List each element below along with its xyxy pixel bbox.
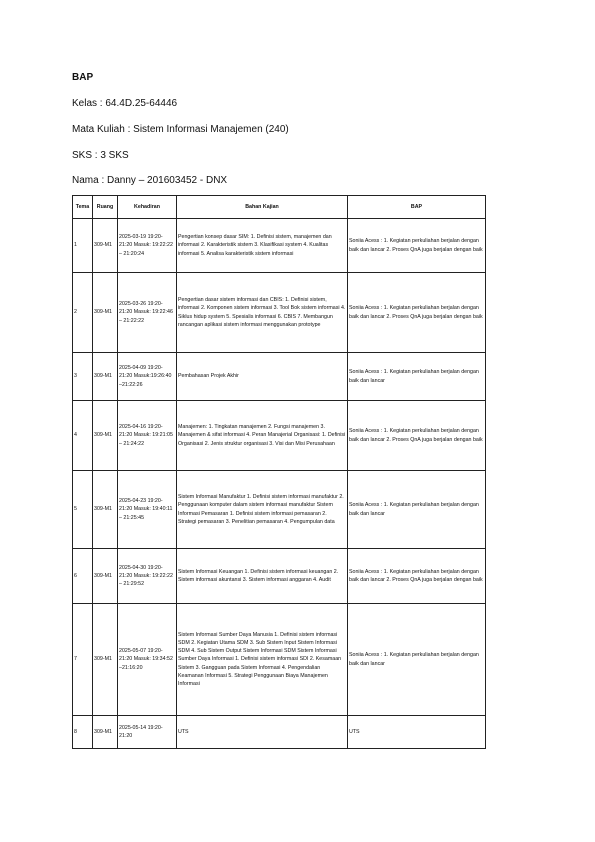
cell-no: 8	[73, 716, 93, 749]
cell-no: 2	[73, 273, 93, 353]
cell-no: 1	[73, 219, 93, 273]
cell-bap: Soniia Acess : 1. Kegiatan perkuliahan berjalan dengan baik dan lancar	[348, 604, 486, 716]
mata-kuliah-line: Mata Kuliah : Sistem Informasi Manajemen (240)	[72, 124, 289, 135]
cell-kehadiran: 2025-04-23 19:20-21:20 Masuk: 19:40:11 – 21:25:45	[118, 471, 177, 549]
cell-bahan-kajian: Sistem Informasi Manufaktur 1. Definisi sistem informasi manufaktur 2. Penggunaan komputer dalam sistem informasi manufaktur Sistem Informasi Pemasaran 1. Definisi sistem informasi pemasaran 2. Strategi pemasaran 3. Penelitian pemasaran 4. Pengumpulan data	[177, 471, 348, 549]
table-row	[73, 604, 486, 716]
table-row	[73, 219, 486, 273]
cell-no: 7	[73, 604, 93, 716]
cell-bahan-kajian: Pengertian konsep dasar SIM: 1. Definisi sistem, manajemen dan informasi 2. Karakteristik sistem 3. Klasifikasi system 4. Kualitas informasi 5. Analisa karakteristik sistem informasi	[177, 219, 348, 273]
cell-ruang: 309-M1	[93, 716, 118, 749]
cell-bap: Soniia Acess : 1. Kegiatan perkuliahan berjalan dengan baik dan lancar 2. Proses QnA juga berjalan dengan baik	[348, 549, 486, 604]
sks-line: SKS : 3 SKS	[72, 150, 129, 161]
cell-kehadiran: 2025-03-26 19:20-21:20 Masuk: 19:22:46 – 21:22:22	[118, 273, 177, 353]
cell-bahan-kajian: Sistem Informasi Keuangan 1. Definisi sistem informasi keuangan 2. Sistem informasi akuntansi 3. Sistem informasi anggaran 4. Audit	[177, 549, 348, 604]
cell-kehadiran: 2025-05-14 19:20-21:20	[118, 716, 177, 749]
cell-bap: Soniia Acess : 1. Kegiatan perkuliahan berjalan dengan baik dan lancar	[348, 471, 486, 549]
cell-bahan-kajian: Pembahasan Projek Akhir	[177, 353, 348, 401]
cell-bahan-kajian: Pengertian dasar sistem informasi dan CBIS: 1. Definisi sistem, informasi 2. Komponen sistem informasi 3. Tool Bok sistem informasi 4. Siklus hidup system 5. Spesialis informasi 6. CBIS 7. Membangun rancangan aplikasi sistem informasi menggunakan prototype	[177, 273, 348, 353]
table-row	[73, 471, 486, 549]
bap-table	[72, 195, 486, 749]
table-row	[73, 353, 486, 401]
table-row	[73, 273, 486, 353]
cell-bap: Soniia Acess : 1. Kegiatan perkuliahan berjalan dengan baik dan lancar 2. Proses QnA juga berjalan dengan baik	[348, 401, 486, 471]
cell-kehadiran: 2025-03-19 19:20-21:20 Masuk: 19:22:22 – 21:20:24	[118, 219, 177, 273]
cell-kehadiran: 2025-04-16 19:20-21:20 Masuk: 19:21:05 – 21:24:22	[118, 401, 177, 471]
cell-bap: Soniia Acess : 1. Kegiatan perkuliahan berjalan dengan baik dan lancar 2. Proses QnA juga berjalan dengan baik	[348, 219, 486, 273]
cell-bahan-kajian: UTS	[177, 716, 348, 749]
cell-ruang: 309-M1	[93, 273, 118, 353]
cell-bap: Soniia Acess : 1. Kegiatan perkuliahan berjalan dengan baik dan lancar	[348, 353, 486, 401]
column-header-kehadiran: Kehadiran	[118, 196, 177, 219]
table-row	[73, 401, 486, 471]
cell-no: 5	[73, 471, 93, 549]
table-row	[73, 549, 486, 604]
cell-ruang: 309-M1	[93, 219, 118, 273]
table-header-row	[73, 196, 486, 219]
cell-ruang: 309-M1	[93, 471, 118, 549]
cell-no: 4	[73, 401, 93, 471]
cell-bahan-kajian: Sistem Informasi Sumber Daya Manusia 1. Definisi sistem informasi SDM 2. Kegiatan Utama SDM 3. Sub Sistem Input Sistem Informasi SDM 4. Sub Sistem Output Sistem Informasi SDM Sistem Informasi Sumber Daya Informasi 1. Definisi sistem informasi SDI 2. Kesamaan Sistem 3. Gangguan pada Sistem Informasi 4. Pengendalian Keamanan Informasi 5. Strategi Penggunaan Biaya Manajemen Informasi	[177, 604, 348, 716]
table-row	[73, 716, 486, 749]
cell-bap: Soniia Acess : 1. Kegiatan perkuliahan berjalan dengan baik dan lancar 2. Proses QnA juga berjalan dengan baik	[348, 273, 486, 353]
page-title: BAP	[72, 72, 94, 83]
cell-bahan-kajian: Manajemen: 1. Tingkatan manajemen 2. Fungsi manajemen 3. Manajemen & sifat informasi 4. Peran Manajerial Organisasi: 1. Definisi Organisasi 2. Jenis struktur organisasi 3. Visi dan Misi Perusahaan	[177, 401, 348, 471]
cell-kehadiran: 2025-04-30 19:20-21:20 Masuk: 19:22:22 – 21:29:52	[118, 549, 177, 604]
cell-ruang: 309-M1	[93, 604, 118, 716]
cell-kehadiran: 2025-04-09 19:20-21:20 Masuk:19:26:40 –21:22:26	[118, 353, 177, 401]
column-header-bahan-kajian: Bahan Kajian	[177, 196, 348, 219]
column-header-ruang: Ruang	[93, 196, 118, 219]
cell-no: 6	[73, 549, 93, 604]
nama-line: Nama : Danny – 201603452 - DNX	[72, 175, 228, 186]
cell-no: 3	[73, 353, 93, 401]
column-header-tema: Tema	[73, 196, 93, 219]
cell-bap: UTS	[348, 716, 486, 749]
column-header-bap: BAP	[348, 196, 486, 219]
cell-ruang: 309-M1	[93, 353, 118, 401]
cell-ruang: 309-M1	[93, 549, 118, 604]
kelas-line: Kelas : 64.4D.25-64446	[72, 98, 178, 109]
cell-ruang: 309-M1	[93, 401, 118, 471]
cell-kehadiran: 2025-05-07 19:20-21:20 Masuk: 19:34:52 –21:16:20	[118, 604, 177, 716]
